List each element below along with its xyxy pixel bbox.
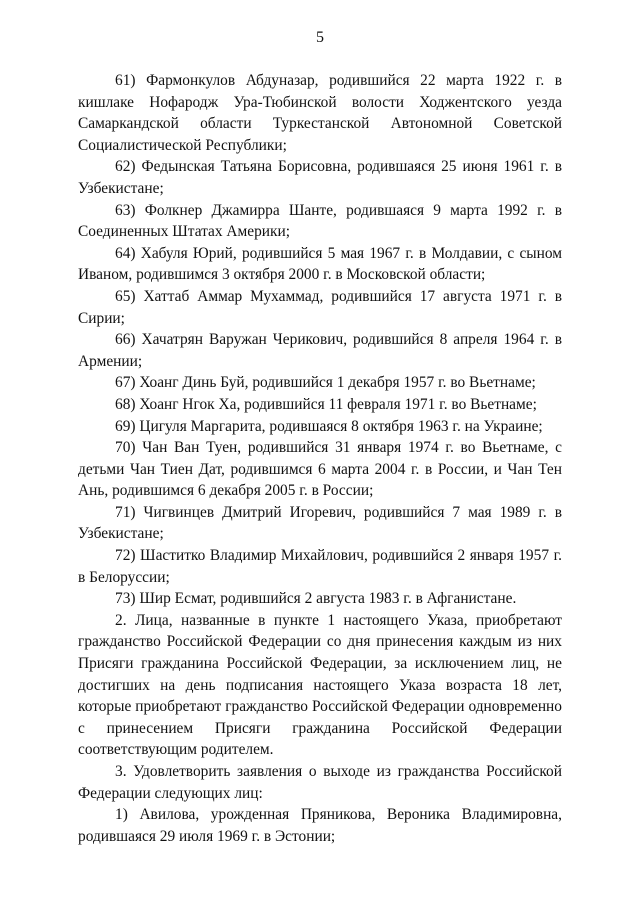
- list-item-72: 72) Шаститко Владимир Михайлович, родившийся 2 января 1957 г. в Белоруссии;: [78, 547, 562, 586]
- section-3-paragraph: 3. Удовлетворить заявления о выходе из гражданства Российской Федерации следующих лиц:: [78, 763, 562, 802]
- list-item-66: 66) Хачатрян Варужан Черикович, родившийся 8 апреля 1964 г. в Армении;: [78, 331, 562, 370]
- list-item-73: 73) Шир Есмат, родившийся 2 августа 1983 г. в Афганистане.: [115, 590, 517, 608]
- list-item-62: 62) Федынская Татьяна Борисовна, родившаяся 25 июня 1961 г. в Узбекистане;: [78, 158, 562, 197]
- section-2-paragraph: 2. Лица, названные в пункте 1 настоящего Указа, приобретают гражданство Российской Федерации со дня принесения каждым из них Присяги гражданина Российской Федерации, за исключением лиц, не достигших на день подписания настоящего Указа возраста 18 лет, которые приобретают гражданство Российской Федерации одновременно с принесением Присяги гражданина Российской Федерации соответствующим родителем.: [78, 611, 562, 759]
- list-item-63: 63) Фолкнер Джамирра Шанте, родившаяся 9 марта 1992 г. в Соединенных Штатах Америки;: [78, 201, 562, 241]
- document-body: [78, 70, 562, 847]
- list-item-70: 70) Чан Ван Туен, родившийся 31 января 1974 г. во Вьетнаме, с детьми Чан Тиен Дат, родившимся 6 марта 2004 г. в России, и Чан Тен Ань, родившимся 6 декабря 2005 г. в России;: [78, 439, 562, 500]
- list-item-65: 65) Хаттаб Аммар Мухаммад, родившийся 17 августа 1971 г. в Сирии;: [78, 287, 562, 327]
- page-number: 5: [316, 29, 324, 46]
- section-3-list-item-1: 1) Авилова, урожденная Пряникова, Вероника Владимировна, родившаяся 29 июля 1969 г. в Эстонии;: [78, 806, 562, 845]
- list-item-64: 64) Хабуля Юрий, родившийся 5 мая 1967 г. в Молдавии, с сыном Иваном, родившимся 3 октября 2000 г. в Московской области;: [78, 244, 562, 284]
- list-item-67: 67) Хоанг Динь Буй, родившийся 1 декабря 1957 г. во Вьетнаме;: [115, 374, 536, 392]
- list-item-61: 61) Фармонкулов Абдуназар, родившийся 22 марта 1922 г. в кишлаке Нофародж Ура-Тюбинской волости Ходжентского уезда Самаркандской области Туркестанской Автономной Советской Социалистической Республики;: [78, 72, 562, 154]
- list-item-68: 68) Хоанг Нгок Ха, родившийся 11 февраля 1971 г. во Вьетнаме;: [115, 395, 537, 413]
- list-item-71: 71) Чигвинцев Дмитрий Игоревич, родившийся 7 мая 1989 г. в Узбекистане;: [78, 503, 562, 543]
- list-item-69: 69) Цигуля Маргарита, родившаяся 8 октября 1963 г. на Украине;: [115, 417, 543, 435]
